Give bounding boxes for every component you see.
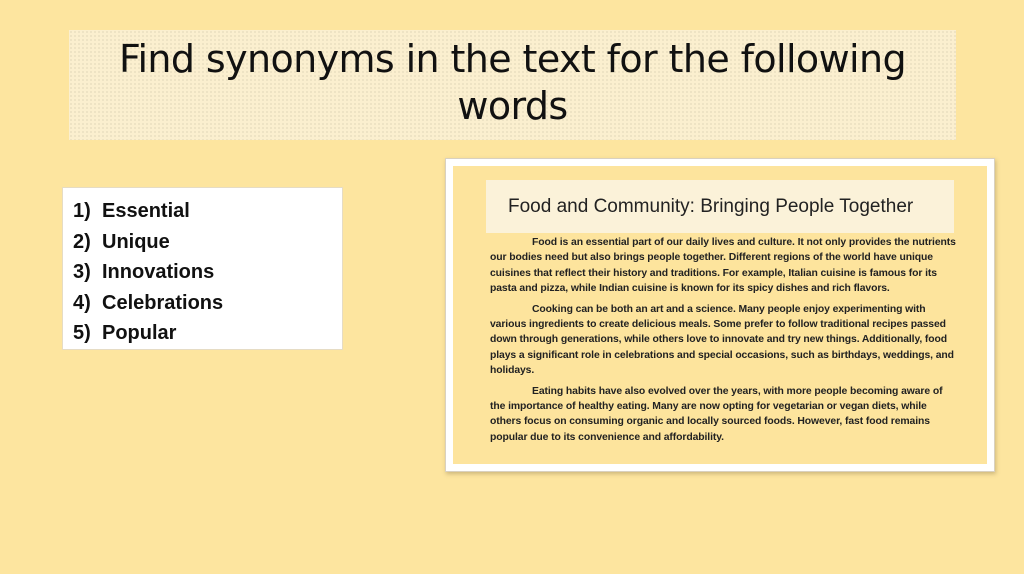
list-item-number: 4) — [73, 291, 91, 314]
list-item-word: Unique — [102, 230, 170, 253]
list-item-word: Innovations — [102, 261, 215, 283]
word-list — [73, 196, 342, 349]
article-body — [490, 235, 960, 450]
article-paragraph: Eating habits have also evolved over the years, with more people becoming aware of the importance of healthy eating. Many are now opting for vegetarian or vegan diets, while others focus on consuming organic and locally sourced foods. However, fast food remains popular due to its convenience and affordability. — [490, 385, 943, 443]
list-item-number: 3) — [73, 261, 91, 283]
article-panel — [453, 166, 987, 464]
list-item — [73, 318, 342, 349]
list-item-number: 5) — [73, 322, 91, 344]
slide-title-box — [69, 30, 956, 140]
list-item — [73, 288, 342, 319]
article-paragraph: Cooking can be both an art and a science. Many people enjoy experimenting with various ingredients to create delicious meals. Some prefer to follow traditional recipes passed down through generations, while others love to innovate and try new things. Additionally, food plays a significant role in celebrations and special occasions, such as birthdays, weddings, and holidays. — [490, 303, 954, 377]
list-item-word: Popular — [102, 322, 177, 344]
list-item-number: 1) — [73, 200, 91, 222]
list-item-number: 2) — [73, 230, 91, 253]
word-list-box — [62, 187, 343, 350]
list-item-word: Celebrations — [102, 291, 224, 314]
list-item-word: Essential — [102, 200, 190, 222]
list-item — [73, 227, 342, 258]
article-title: Food and Community: Bringing People Together — [486, 180, 954, 233]
slide-title: Find synonyms in the text for the following words — [118, 37, 907, 128]
article-paragraph: Food is an essential part of our daily lives and culture. It not only provides the nutrients our bodies need but also brings people together. Different regions of the world have unique cuisines that reflect their history and traditions. For example, Italian cuisine is famous for its pasta and pizza, while Indian cuisine is known for its spicy dishes and rich flavors. — [490, 237, 956, 295]
list-item — [73, 196, 342, 227]
article-image-frame — [445, 158, 995, 472]
list-item — [73, 257, 342, 288]
